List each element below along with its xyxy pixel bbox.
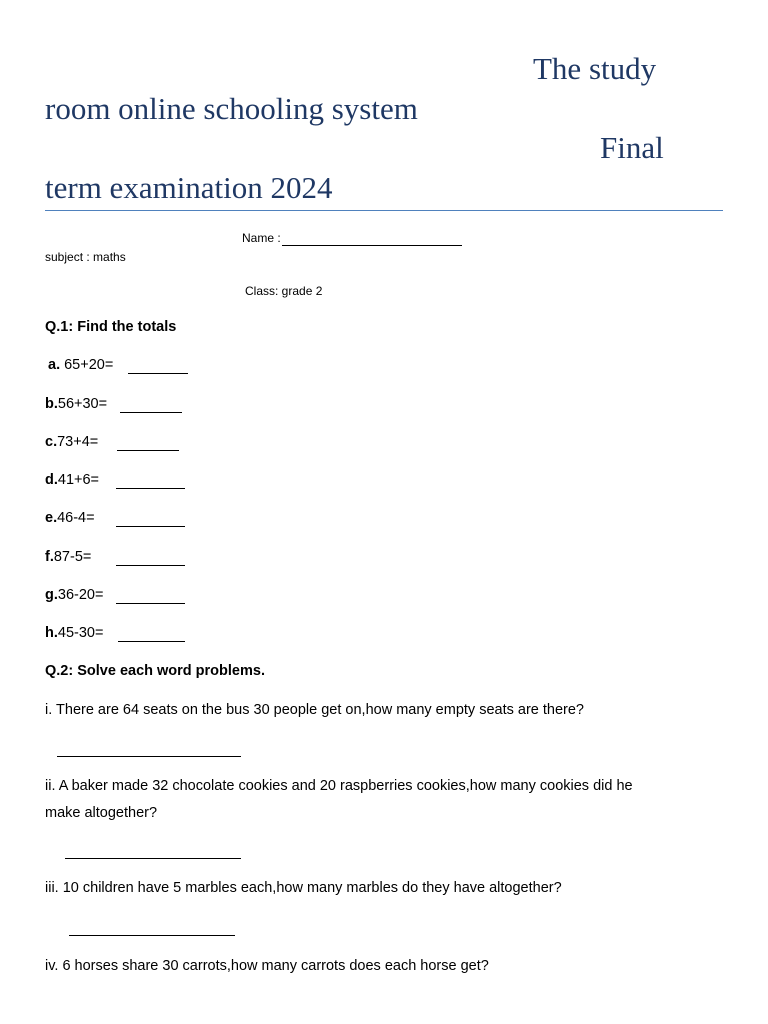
answer-blank-f[interactable] bbox=[116, 565, 185, 566]
problem-i: i. There are 64 seats on the bus 30 people get on,how many empty seats are there? bbox=[45, 702, 584, 718]
answer-blank-h[interactable] bbox=[118, 641, 185, 642]
problem-ii-line-2: make altogether? bbox=[45, 805, 158, 821]
answer-blank-g[interactable] bbox=[116, 603, 185, 604]
item-expression: 45-30= bbox=[57, 625, 104, 641]
name-blank[interactable] bbox=[282, 245, 462, 246]
problem-iv: iv. 6 horses share 30 carrots,how many carrots does each horse get? bbox=[45, 958, 489, 974]
answer-blank-d[interactable] bbox=[116, 488, 185, 489]
answer-line-ii[interactable] bbox=[65, 858, 241, 859]
item-letter: f. bbox=[45, 549, 54, 565]
q1-item-e bbox=[45, 511, 95, 526]
answer-blank-e[interactable] bbox=[116, 526, 185, 527]
item-expression: 46-4= bbox=[57, 510, 95, 526]
name-label: Name : bbox=[242, 231, 281, 245]
item-expression: 41+6= bbox=[57, 472, 100, 488]
q1-item-a bbox=[48, 358, 113, 373]
q1-item-c bbox=[45, 435, 98, 450]
item-expression: 56+30= bbox=[57, 396, 108, 412]
item-letter: g. bbox=[45, 587, 58, 603]
class-label: Class: grade 2 bbox=[245, 284, 323, 298]
q1-item-h bbox=[45, 626, 103, 641]
item-expression: 36-20= bbox=[57, 587, 104, 603]
answer-line-i[interactable] bbox=[57, 756, 241, 757]
title-line-3: Final bbox=[600, 130, 664, 165]
title-line-4: term examination 2024 bbox=[45, 170, 333, 205]
q2-heading: Q.2: Solve each word problems. bbox=[45, 663, 265, 679]
title-divider bbox=[45, 210, 723, 211]
q1-item-b bbox=[45, 397, 107, 412]
q1-heading: Q.1: Find the totals bbox=[45, 319, 177, 335]
item-expression: 65+20= bbox=[60, 357, 114, 373]
item-letter: b. bbox=[45, 396, 58, 412]
item-letter: h. bbox=[45, 625, 58, 641]
answer-blank-a[interactable] bbox=[128, 373, 188, 374]
title-line-2: room online schooling system bbox=[45, 91, 418, 126]
q1-item-g bbox=[45, 588, 103, 603]
subject-label: subject : maths bbox=[45, 250, 126, 264]
answer-line-iii[interactable] bbox=[69, 935, 235, 936]
q1-item-f bbox=[45, 550, 91, 565]
item-expression: 73+4= bbox=[57, 434, 99, 450]
item-letter: e. bbox=[45, 510, 58, 526]
answer-blank-c[interactable] bbox=[117, 450, 179, 451]
problem-ii-line-1: ii. A baker made 32 chocolate cookies and 20 raspberries cookies,how many cookies did he bbox=[45, 778, 633, 794]
problem-iii: iii. 10 children have 5 marbles each,how many marbles do they have altogether? bbox=[45, 880, 562, 896]
answer-blank-b[interactable] bbox=[120, 412, 182, 413]
item-letter: c. bbox=[45, 434, 58, 450]
title-line-1: The study bbox=[533, 51, 657, 86]
item-expression: 87-5= bbox=[53, 549, 92, 565]
q1-item-d bbox=[45, 473, 99, 488]
item-letter: a. bbox=[48, 357, 61, 373]
item-letter: d. bbox=[45, 472, 58, 488]
